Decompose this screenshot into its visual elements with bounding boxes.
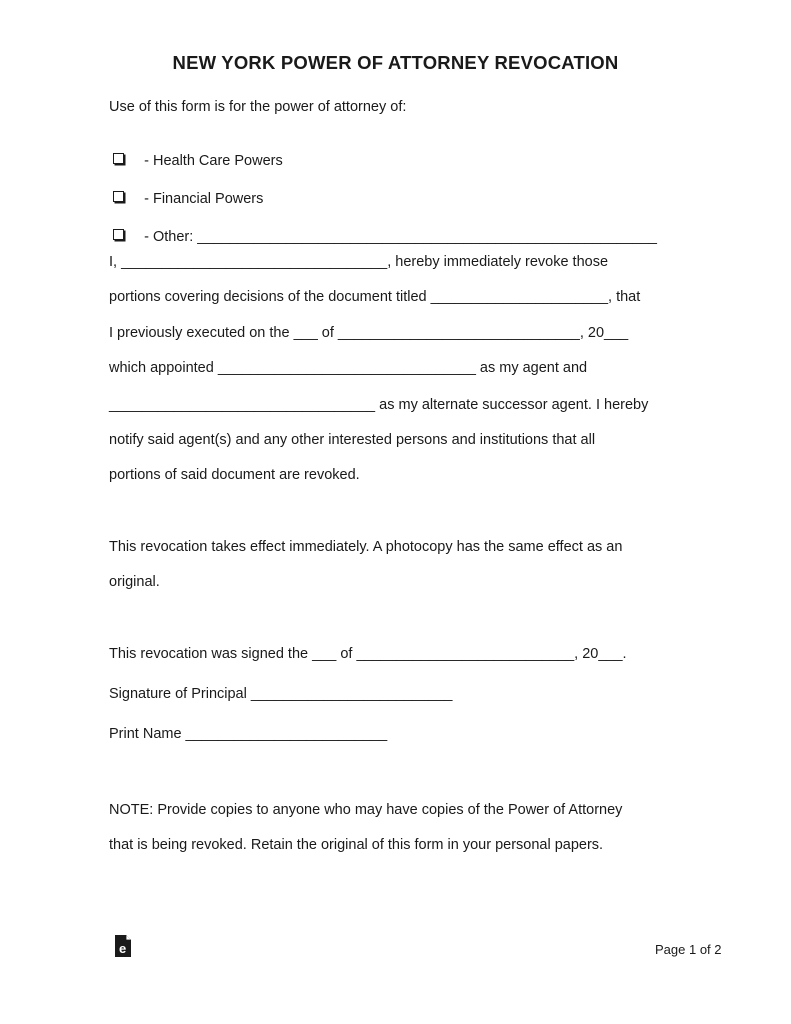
body-line: _________________________________ as my alternate successor agent. I hereby	[109, 397, 649, 413]
page-number: Page 1 of 2	[655, 942, 722, 957]
checkbox-health-care[interactable]	[113, 153, 124, 164]
option-label: - Financial Powers	[144, 191, 264, 207]
effect-line: This revocation takes effect immediately. A photocopy has the same effect as an	[109, 539, 623, 555]
checkbox-financial[interactable]	[113, 191, 124, 202]
effect-line: original.	[109, 574, 160, 590]
body-line: I previously executed on the ___ of ______________________________, 20___	[109, 325, 629, 341]
body-line: portions of said document are revoked.	[109, 467, 360, 483]
eforms-logo-icon	[114, 934, 132, 958]
body-line: portions covering decisions of the document titled ______________________, that	[109, 289, 641, 305]
option-label: - Health Care Powers	[144, 153, 283, 169]
logo-letter: e	[118, 941, 127, 956]
body-line: which appointed ________________________________ as my agent and	[109, 360, 588, 376]
body-line: notify said agent(s) and any other interested persons and institutions that all	[109, 432, 596, 448]
option-label: - Other: _________________________________________________________	[144, 229, 657, 245]
page-title: NEW YORK POWER OF ATTORNEY REVOCATION	[172, 52, 619, 73]
signature-line: Signature of Principal _________________________	[109, 686, 453, 702]
note-line: NOTE: Provide copies to anyone who may have copies of the Power of Attorney	[109, 802, 623, 818]
body-line: I, _________________________________, hereby immediately revoke those	[109, 254, 609, 270]
signed-date-line: This revocation was signed the ___ of ___________________________, 20___.	[109, 646, 627, 662]
intro-text: Use of this form is for the power of attorney of:	[109, 99, 407, 115]
print-name-line: Print Name _________________________	[109, 726, 388, 742]
note-line: that is being revoked. Retain the original of this form in your personal papers.	[109, 837, 604, 853]
checkbox-other[interactable]	[113, 229, 124, 240]
